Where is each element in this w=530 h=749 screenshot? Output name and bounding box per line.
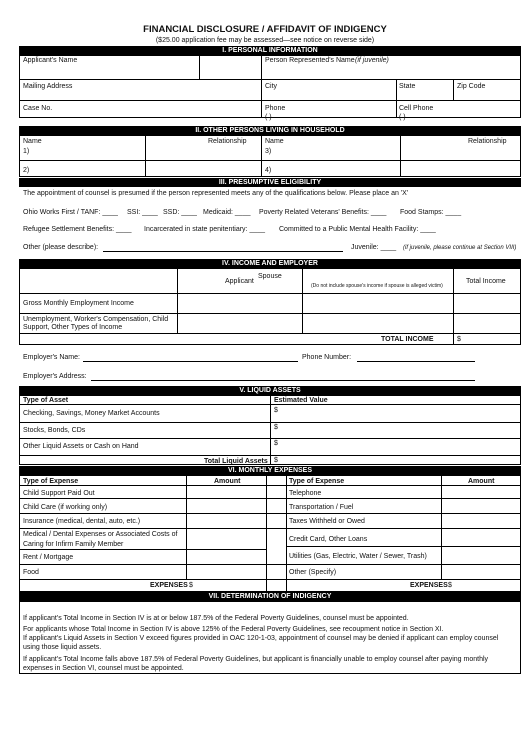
determination-p3b: using those liquid assets. [23, 644, 102, 651]
expense-transportation: Transportation / Fuel [289, 504, 354, 511]
expense-child-care: Child Care (if working only) [23, 504, 108, 511]
divider [286, 475, 287, 592]
household-row-1[interactable]: 1) [23, 148, 30, 155]
form-subtitle: ($25.00 application fee may be assessed—see notice on reverse side) [155, 37, 375, 44]
check-medicaid[interactable]: Medicaid: ____ [203, 209, 251, 216]
spouse-note: (Do not include spouse's income if spouse is alleged victim) [311, 283, 443, 289]
expense-telephone: Telephone [289, 490, 322, 497]
if-juvenile-note: (if juvenile) [355, 57, 389, 64]
divider [261, 55, 262, 118]
divider [186, 475, 187, 579]
household-row-3[interactable]: 3) [265, 148, 272, 155]
divider [286, 546, 521, 547]
check-mental-health[interactable]: Committed to a Public Mental Health Facility: ____ [279, 226, 436, 233]
employer-phone-label: Phone Number: [302, 354, 352, 361]
expense-amount-header-left: Amount [214, 478, 241, 485]
employer-name-label: Employer's Name: [23, 354, 80, 361]
expense-type-header-right: Type of Expense [289, 478, 345, 485]
divider [19, 549, 266, 550]
divider [19, 485, 521, 486]
household-row-2[interactable]: 2) [23, 167, 30, 174]
divider [19, 579, 521, 580]
cell-phone-field[interactable]: Cell Phone [399, 105, 434, 112]
check-refugee[interactable]: Refugee Settlement Benefits: ____ [23, 226, 132, 233]
case-no-field[interactable]: Case No. [23, 105, 53, 112]
determination-p3a: If applicant's Liquid Assets in Section V exceed figures provided in OAC 120-1-03, appointment of counsel may be denied if applicant can employ counsel [23, 635, 499, 642]
total-income-header: Total Income [466, 278, 506, 285]
city-field[interactable]: City [265, 83, 278, 90]
expenses-total-value-left[interactable]: $ [189, 582, 193, 589]
other-income-label-1: Unemployment, Worker's Compensation, Child [23, 316, 169, 323]
divider [19, 160, 521, 161]
income-spouse-header: Spouse [258, 273, 282, 280]
divider [266, 475, 267, 592]
divider [453, 79, 454, 100]
employer-phone-input[interactable] [357, 361, 475, 362]
divider [453, 268, 454, 345]
total-income-label: TOTAL INCOME [381, 336, 434, 343]
expense-child-support: Child Support Paid Out [23, 490, 95, 497]
expenses-total-value-right[interactable]: $ [448, 582, 452, 589]
determination-p4a: If applicant's Total Income falls above 187.5% of Federal Poverty Guidelines, but applicant is financially unable to employ counsel after paying monthly [23, 656, 489, 663]
divider [19, 313, 521, 314]
divider [400, 135, 401, 177]
other-describe-line[interactable] [103, 251, 343, 252]
household-relationship-header: Relationship [208, 138, 247, 145]
divider [19, 564, 521, 565]
section-7-heading: VII. DETERMINATION OF INDIGENCY [19, 592, 521, 601]
asset-value-checking[interactable]: $ [274, 407, 278, 414]
expense-amount-header-right: Amount [468, 478, 495, 485]
income-applicant-header: Applicant [225, 278, 254, 285]
divider [270, 395, 271, 465]
zip-field[interactable]: Zip Code [457, 83, 486, 90]
household-name-header: Name [23, 138, 42, 145]
divider [19, 498, 521, 499]
employer-address-label: Employer's Address: [23, 373, 87, 380]
divider [19, 293, 521, 294]
check-incarcerated[interactable]: Incarcerated in state penitentiary: ____ [144, 226, 266, 233]
expenses-total-label-left: EXPENSES [150, 582, 188, 589]
employer-name-input[interactable] [83, 361, 298, 362]
determination-p2: For applicants whose Total Income in Section IV is above 125% of the Federal Poverty Guidelines, see recoupment notice in Section XI. [23, 626, 444, 633]
asset-row-cash: Other Liquid Assets or Cash on Hand [23, 443, 139, 450]
divider [261, 135, 262, 177]
household-row-4[interactable]: 4) [265, 167, 272, 174]
asset-value-cash[interactable]: $ [274, 440, 278, 447]
person-represented-field[interactable]: Person Represented's Name [265, 57, 355, 64]
expense-credit-card: Credit Card, Other Loans [289, 536, 368, 543]
asset-value-stocks[interactable]: $ [274, 424, 278, 431]
section-4-heading: IV. INCOME AND EMPLOYER [19, 259, 521, 268]
phone-area-code: ( ) [265, 114, 272, 121]
phone-field[interactable]: Phone [265, 105, 286, 112]
other-income-label-2: Support, Other Types of Income [23, 324, 123, 331]
check-tanf[interactable]: Ohio Works First / TANF: ____ [23, 209, 118, 216]
asset-value-header: Estimated Value [274, 397, 328, 404]
divider [396, 79, 397, 118]
section-1-heading: I. PERSONAL INFORMATION [19, 46, 521, 55]
expense-insurance: Insurance (medical, dental, auto, etc.) [23, 518, 141, 525]
mailing-address-field[interactable]: Mailing Address [23, 83, 73, 90]
divider [145, 135, 146, 177]
divider [19, 513, 521, 514]
section-6-heading: VI. MONTHLY EXPENSES [19, 466, 521, 475]
divider [19, 333, 521, 334]
employer-address-input[interactable] [91, 380, 475, 381]
eligibility-intro: The appointment of counsel is presumed if the person represented meets any of the qualifications below. Please place an 'X' [23, 190, 409, 197]
household-relationship-header-2: Relationship [468, 138, 507, 145]
gross-income-label: Gross Monthly Employment Income [23, 300, 134, 307]
asset-type-header: Type of Asset [23, 397, 69, 404]
expense-medical-2: Caring for Infirm Family Member [23, 541, 124, 548]
cell-area-code: ( ) [399, 114, 406, 121]
divider [199, 55, 200, 79]
divider [441, 475, 442, 579]
state-field[interactable]: State [399, 83, 416, 90]
divider [177, 268, 178, 333]
divider [19, 79, 521, 80]
divider [302, 268, 303, 333]
determination-p1: If applicant's Total Income in Section IV is at or below 187.5% of the Federal Poverty Guidelines, counsel must be appointed. [23, 615, 409, 622]
juvenile-note: (if juvenile, please continue at Section VIII) [403, 245, 517, 251]
other-describe-label: Other (please describe): [23, 244, 99, 251]
section-3-heading: III. PRESUMPTIVE ELIGIBILITY [19, 178, 521, 187]
divider [19, 100, 521, 101]
determination-p4b: expenses in Section VI, counsel must be appointed. [23, 665, 184, 672]
section-5-heading: V. LIQUID ASSETS [19, 386, 521, 395]
check-veterans[interactable]: Poverty Related Veterans' Benefits: ____ [259, 209, 387, 216]
household-name-header-2: Name [265, 138, 284, 145]
section-2-heading: II. OTHER PERSONS LIVING IN HOUSEHOLD [19, 126, 521, 135]
asset-row-checking: Checking, Savings, Money Market Accounts [23, 410, 160, 417]
expense-rent: Rent / Mortgage [23, 554, 74, 561]
divider [19, 528, 521, 529]
check-ssi[interactable]: SSI: ____ [127, 209, 158, 216]
applicant-name-field[interactable]: Applicant's Name [23, 57, 78, 64]
total-assets-value[interactable]: $ [274, 457, 278, 464]
expense-medical-1: Medical / Dental Expenses or Associated Costs of [23, 531, 178, 538]
expense-taxes: Taxes Withheld or Owed [289, 518, 365, 525]
check-ssd[interactable]: SSD: ____ [163, 209, 197, 216]
asset-row-stocks: Stocks, Bonds, CDs [23, 427, 86, 434]
check-food-stamps[interactable]: Food Stamps: ____ [400, 209, 462, 216]
total-assets-label: Total Liquid Assets [204, 458, 268, 465]
form-title: FINANCIAL DISCLOSURE / AFFIDAVIT OF INDIGENCY [143, 24, 387, 35]
expense-food: Food [23, 569, 39, 576]
expense-other: Other (Specify) [289, 569, 337, 576]
total-income-value[interactable]: $ [457, 336, 461, 343]
expenses-total-label-right: EXPENSES [410, 582, 448, 589]
expense-utilities: Utilities (Gas, Electric, Water / Sewer, Trash) [289, 553, 427, 560]
check-juvenile[interactable]: Juvenile: ____ [351, 244, 397, 251]
expense-type-header-left: Type of Expense [23, 478, 79, 485]
